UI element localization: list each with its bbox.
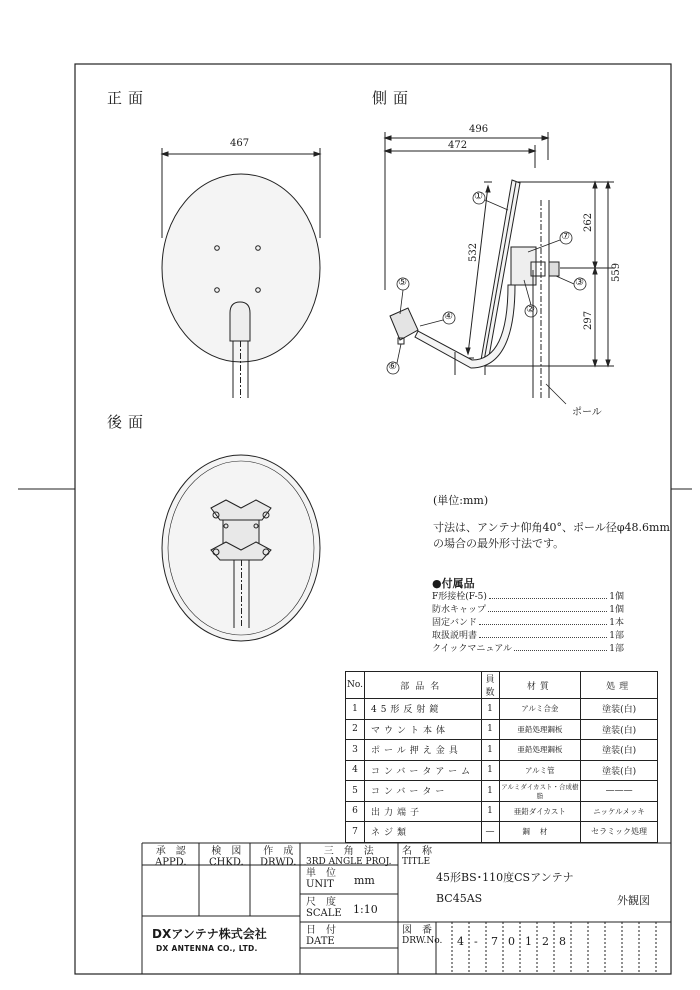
projection-jp: 三 角 法 <box>323 846 374 857</box>
scale-label <box>306 897 342 919</box>
part-qty: 1 <box>481 740 499 761</box>
part-material: アルミ管 <box>499 760 581 781</box>
part-material: 亜鉛処理鋼板 <box>499 719 581 740</box>
part-treatment: 塗装(白) <box>581 699 658 720</box>
drawn-header <box>260 846 296 868</box>
callout-6: ⑥ <box>388 361 397 372</box>
part-name: ネジ類 <box>364 822 481 843</box>
unit-jp: 単 位 <box>306 868 336 879</box>
part-material: 亜鉛処理鋼板 <box>499 740 581 761</box>
accessory-item <box>432 628 624 641</box>
part-name: 45形反射鏡 <box>364 699 481 720</box>
part-qty: — <box>481 822 499 843</box>
drawing-number-digit: 7 <box>491 935 498 948</box>
dimension-note-line2: の場合の最外形寸法です。 <box>433 537 565 550</box>
approved-header <box>155 846 187 868</box>
approved-en: APPD. <box>155 857 187 868</box>
side-view-label: 側面 <box>372 89 415 107</box>
accessory-item <box>432 602 624 615</box>
company-logo-jp: DXアンテナ株式会社 <box>152 927 267 941</box>
lower-height-dimension: 297 <box>583 310 594 330</box>
reflector-dimension: 532 <box>468 242 479 262</box>
title-jp: 名 称 <box>402 846 432 857</box>
unit-note: (単位:mm) <box>433 494 489 507</box>
drawn-en: DRWD. <box>260 857 297 868</box>
checked-header <box>209 846 244 868</box>
table-row <box>346 740 658 761</box>
accessory-name: クイックマニュアル <box>432 644 513 654</box>
table-row <box>346 781 658 802</box>
table-row <box>346 822 658 843</box>
table-row <box>346 760 658 781</box>
header-no: No. <box>346 672 365 699</box>
scale-en: SCALE <box>306 908 342 919</box>
front-view-label: 正面 <box>107 89 150 107</box>
part-qty: 1 <box>481 760 499 781</box>
drawing-number-digit: 8 <box>559 935 566 948</box>
table-row <box>346 699 658 720</box>
approved-jp: 承 認 <box>155 846 186 857</box>
checked-en: CHKD. <box>209 857 244 868</box>
drawing-number-digit: 4 <box>457 935 464 948</box>
unit-en: UNIT <box>306 879 334 890</box>
part-treatment: 塗装(白) <box>581 760 658 781</box>
scale-jp: 尺 度 <box>306 897 336 908</box>
callout-3: ③ <box>575 277 584 288</box>
part-no: 2 <box>346 719 365 740</box>
upper-height-dimension: 262 <box>583 212 594 232</box>
part-treatment: 塗装(白) <box>581 740 658 761</box>
header-qty: 員数 <box>481 672 499 699</box>
header-treatment: 処理 <box>581 672 658 699</box>
part-no: 7 <box>346 822 365 843</box>
accessory-name: 防水キャップ <box>432 605 487 615</box>
accessory-qty: 1個 <box>609 592 624 602</box>
accessory-item <box>432 589 624 602</box>
callout-4: ④ <box>444 311 453 322</box>
part-qty: 1 <box>481 699 499 720</box>
side-depth-dimension: 472 <box>448 140 468 151</box>
part-no: 1 <box>346 699 365 720</box>
part-name: コンバータアーム <box>364 760 481 781</box>
date-jp: 日 付 <box>306 925 336 936</box>
company-logo-en: DX ANTENNA CO., LTD. <box>156 944 258 953</box>
unit-label <box>306 868 336 890</box>
callout-5: ⑤ <box>398 277 407 288</box>
part-material: 亜鉛ダイカスト <box>499 801 581 822</box>
projection-header <box>306 846 392 868</box>
scale-value: 1:10 <box>353 903 378 916</box>
part-material: 鋼材 <box>499 822 581 843</box>
part-qty: 1 <box>481 801 499 822</box>
drawing-number-digit: 0 <box>508 935 515 948</box>
pole-label: ポール <box>572 407 602 418</box>
accessories-title: ●付属品 <box>432 577 475 590</box>
accessory-item <box>432 641 624 654</box>
accessory-qty: 1部 <box>609 644 624 654</box>
part-no: 3 <box>346 740 365 761</box>
accessory-name: F形接栓(F-5) <box>432 592 487 602</box>
dimension-note-line1: 寸法は、アンテナ仰角40°、ポール径φ48.6mm <box>433 521 670 534</box>
front-width-dimension: 467 <box>230 138 250 149</box>
side-view-drawing <box>385 132 614 398</box>
accessory-qty: 1個 <box>609 605 624 615</box>
callout-1: ① <box>474 191 483 202</box>
accessory-qty: 1本 <box>609 618 624 628</box>
projection-en: 3RD ANGLE PROJ. <box>306 857 392 867</box>
table-row <box>346 801 658 822</box>
drawing-number-digit: 1 <box>525 935 532 948</box>
header-material: 材質 <box>499 672 581 699</box>
part-name: ポール押え金具 <box>364 740 481 761</box>
accessory-qty: 1部 <box>609 631 624 641</box>
title-label <box>402 846 432 868</box>
side-overall-dimension: 496 <box>469 124 489 135</box>
drw-no-en: DRW.No. <box>402 936 443 946</box>
table-row <box>346 719 658 740</box>
date-label <box>306 925 336 947</box>
rear-view-label: 後面 <box>107 413 150 431</box>
part-treatment: ニッケルメッキ <box>581 801 658 822</box>
header-name: 部品名 <box>364 672 481 699</box>
title-en: TITLE <box>402 857 431 867</box>
part-name: コンバーター <box>364 781 481 802</box>
callout-2: ② <box>526 304 535 315</box>
rear-view-drawing <box>162 455 320 641</box>
drawing-number-label <box>402 925 442 947</box>
parts-table-header <box>346 672 658 699</box>
part-treatment: セラミック処理 <box>581 822 658 843</box>
callout-7: ⑦ <box>561 231 570 242</box>
drawing-type: 外観図 <box>617 894 650 907</box>
product-model: BC45AS <box>436 892 483 905</box>
part-material: アルミ合金 <box>499 699 581 720</box>
product-name: 45形BS･110度CSアンテナ <box>436 871 574 884</box>
part-no: 6 <box>346 801 365 822</box>
front-view-drawing <box>162 148 320 398</box>
drawing-number-digit: - <box>474 935 478 948</box>
total-height-dimension: 559 <box>611 262 622 282</box>
drawing-number-digit: 2 <box>542 935 549 948</box>
side-view-callouts <box>387 192 586 404</box>
accessory-name: 固定バンド <box>432 618 478 628</box>
part-no: 4 <box>346 760 365 781</box>
date-en: DATE <box>306 936 335 947</box>
part-treatment: ——— <box>581 781 658 802</box>
accessory-name: 取扱説明書 <box>432 631 478 641</box>
accessory-item <box>432 615 624 628</box>
part-name: 出力端子 <box>364 801 481 822</box>
drw-no-jp: 図 番 <box>402 925 432 936</box>
unit-value: mm <box>354 874 375 887</box>
drawn-jp: 作 成 <box>263 846 294 857</box>
part-treatment: 塗装(白) <box>581 719 658 740</box>
parts-table <box>345 671 658 843</box>
checked-jp: 検 図 <box>211 846 242 857</box>
part-material: アルミダイカスト・合成樹脂 <box>499 781 581 802</box>
part-no: 5 <box>346 781 365 802</box>
part-name: マウント本体 <box>364 719 481 740</box>
part-qty: 1 <box>481 781 499 802</box>
part-qty: 1 <box>481 719 499 740</box>
